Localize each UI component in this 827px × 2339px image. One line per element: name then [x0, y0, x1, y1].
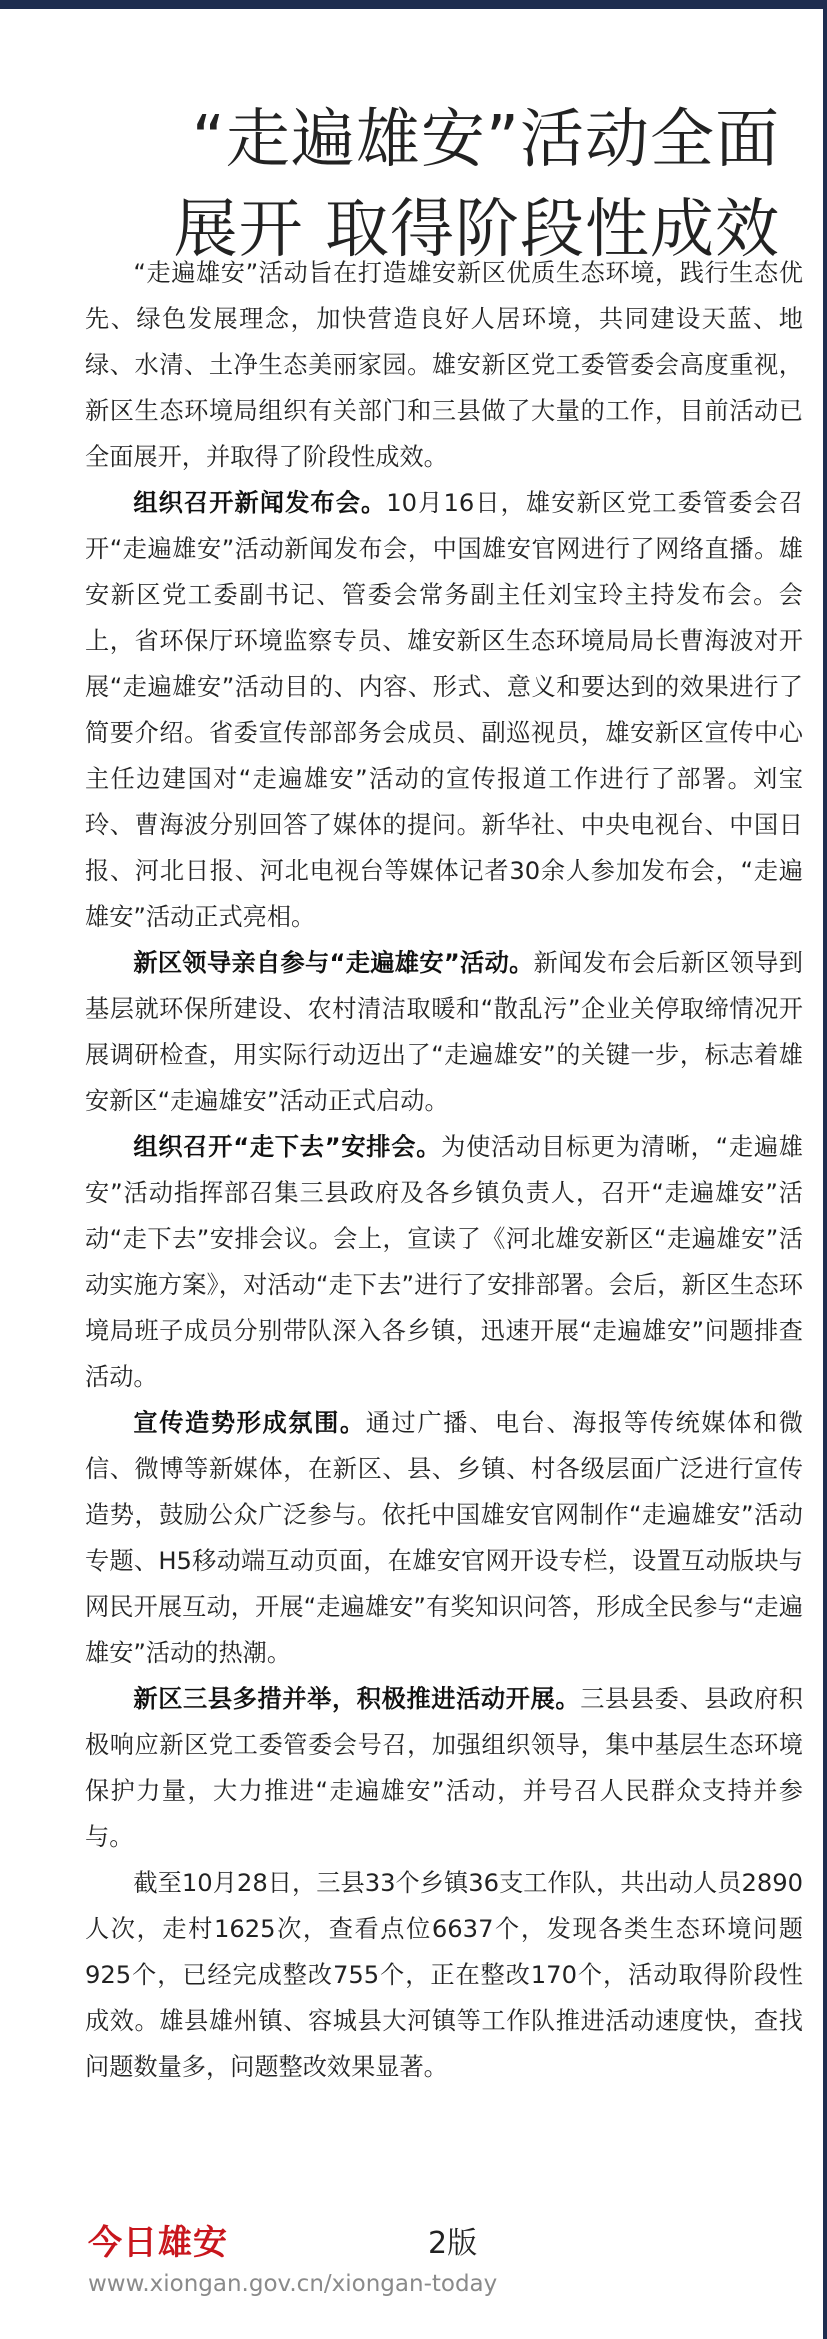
article-body	[85, 250, 803, 2090]
paragraph-text: “走遍雄安”活动旨在打造雄安新区优质生态环境，践行生态优先、绿色发展理念，加快营造良好人居环境，共同建设天蓝、地绿、水清、土净生态美丽家园。雄安新区党工委管委会高度重视，新区生态环境局组织有关部门和三县做了大量的工作，目前活动已全面展开，并取得了阶段性成效。	[85, 259, 803, 471]
footer-url: www.xiongan.gov.cn/xiongan-today	[88, 2271, 498, 2297]
paragraph-text: 为使活动目标更为清晰，“走遍雄安”活动指挥部召集三县政府及各乡镇负责人，召开“走遍雄安”活动“走下去”安排会议。会上，宣读了《河北雄安新区“走遍雄安”活动实施方案》，对活动“走下去”进行了安排部署。会后，新区生态环境局班子成员分别带队深入各乡镇，迅速开展“走遍雄安”问题排查活动。	[85, 1133, 803, 1391]
paragraph-arrangement-meeting	[85, 1124, 803, 1400]
paragraph-text: 通过广播、电台、海报等传统媒体和微信、微博等新媒体，在新区、县、乡镇、村各级层面广泛进行宣传造势，鼓励公众广泛参与。依托中国雄安官网制作“走遍雄安”活动专题、H5移动端互动页面，在雄安官网开设专栏，设置互动版块与网民开展互动，开展“走遍雄安”有奖知识问答，形成全民参与“走遍雄安”活动的热潮。	[85, 1409, 803, 1667]
paragraph-lead: 宣传造势形成氛围。	[133, 1409, 366, 1437]
paragraph-leaders-participate	[85, 940, 803, 1124]
paragraph-three-counties	[85, 1676, 803, 1860]
page-number: 2版	[428, 2226, 478, 2261]
paragraph-publicity	[85, 1400, 803, 1676]
paragraph-text: 截至10月28日，三县33个乡镇36支工作队，共出动人员2890人次，走村1625次，查看点位6637个，发现各类生态环境问题925个，已经完成整改755个，正在整改170个，活动取得阶段性成效。雄县雄州镇、容城县大河镇等工作队推进活动速度快，查找问题数量多，问题整改效果显著。	[85, 1869, 803, 2081]
paragraph-intro	[85, 250, 803, 480]
paragraph-text: 新闻发布会后新区领导到基层就环保所建设、农村清洁取暖和“散乱污”企业关停取缔情况开展调研检查，用实际行动迈出了“走遍雄安”的关键一步，标志着雄安新区“走遍雄安”活动正式启动。	[85, 949, 803, 1115]
title-line-1: “走遍雄安”活动全面	[191, 102, 780, 177]
paragraph-lead: 组织召开新闻发布会。	[133, 489, 387, 517]
paragraph-press-conference	[85, 480, 803, 940]
page-title	[60, 95, 780, 275]
paragraph-lead: 新区领导亲自参与“走遍雄安”活动。	[133, 949, 534, 977]
paragraph-lead: 组织召开“走下去”安排会。	[133, 1133, 442, 1161]
paragraph-text: 10月16日，雄安新区党工委管委会召开“走遍雄安”活动新闻发布会，中国雄安官网进行了网络直播。雄安新区党工委副书记、管委会常务副主任刘宝玲主持发布会。会上，省环保厅环境监察专员、雄安新区生态环境局局长曹海波对开展“走遍雄安”活动目的、内容、形式、意义和要达到的效果进行了简要介绍。省委宣传部部务会成员、副巡视员，雄安新区宣传中心主任边建国对“走遍雄安”活动的宣传报道工作进行了部署。刘宝玲、曹海波分别回答了媒体的提问。新华社、中央电视台、中国日报、河北日报、河北电视台等媒体记者30余人参加发布会，“走遍雄安”活动正式亮相。	[85, 489, 803, 931]
right-edge-bar	[823, 9, 827, 2339]
paragraph-results	[85, 1860, 803, 2090]
top-color-bar	[0, 0, 827, 9]
today-xiongan-logo: 今日雄安	[88, 2223, 228, 2263]
title-line-2: 展开 取得阶段性成效	[173, 192, 780, 267]
paragraph-text: 三县县委、县政府积极响应新区党工委管委会号召，加强组织领导，集中基层生态环境保护力量，大力推进“走遍雄安”活动，并号召人民群众支持并参与。	[85, 1685, 803, 1851]
paragraph-lead: 新区三县多措并举，积极推进活动开展。	[133, 1685, 581, 1713]
